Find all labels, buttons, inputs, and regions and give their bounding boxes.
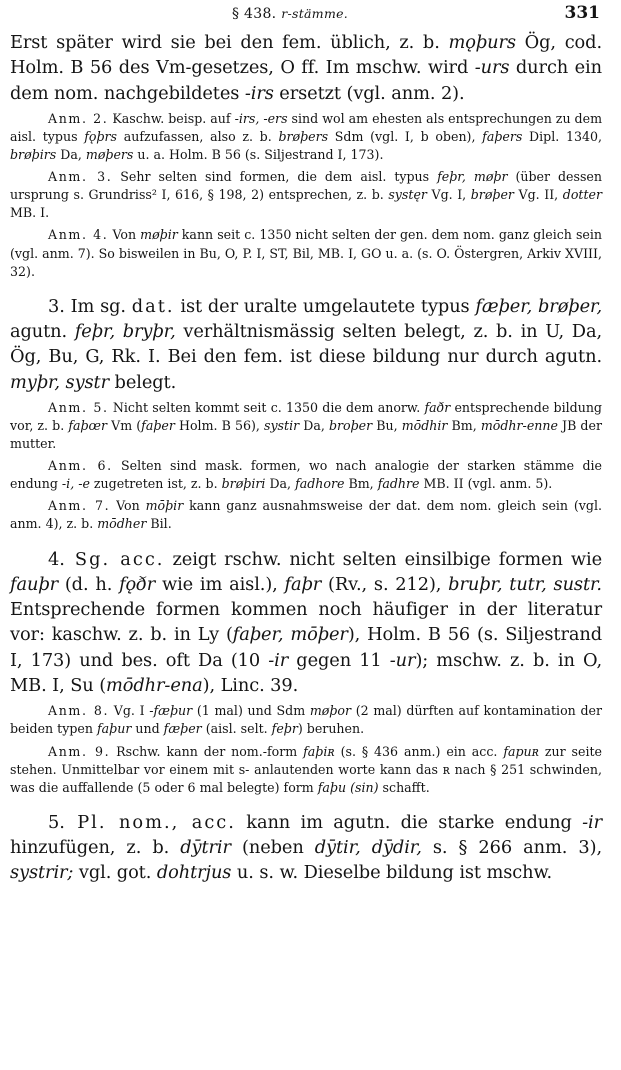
italic-text: faðr <box>424 399 451 415</box>
text-fragment: zugetreten ist, z. b. <box>89 476 222 492</box>
italic-text: dohtrjus <box>156 862 232 884</box>
text-fragment: 3. <box>48 295 65 317</box>
italic-text: systir <box>263 418 300 434</box>
text-fragment: aufzufassen, also z. b. <box>117 128 279 144</box>
italic-text: faþœr <box>68 418 108 434</box>
text-fragment: dat. <box>131 295 175 317</box>
italic-text: feþr <box>271 721 298 737</box>
text-fragment: (2 mal) dürften auf kontamination der beiden typen <box>10 703 602 737</box>
italic-text: dȳtir, dȳdir, <box>314 837 422 859</box>
text-fragment: (über dessen ursprung s. Grundriss² I, 616, § 198, 2) entsprechen, z. b. <box>10 169 602 203</box>
text-fragment: Da, <box>299 418 329 434</box>
text-fragment: kann ganz ausnahmsweise der dat. dem nom. gleich sein (vgl. anm. 4), z. b. <box>10 498 603 532</box>
text-fragment: Anm. 2. <box>48 110 109 126</box>
text-fragment: (1 mal) und Sdm <box>192 703 310 719</box>
text-fragment: Anm. 6. <box>48 458 113 474</box>
text-fragment: Bm, <box>447 418 481 434</box>
note-anm-6 <box>10 457 602 493</box>
paragraph-3 <box>10 294 602 395</box>
text-fragment: wie im aisl.), <box>155 573 285 595</box>
note-anm-5 <box>10 399 602 453</box>
text-fragment: Sg. acc. <box>64 548 165 570</box>
text-fragment: Rschw. kann der nom.-form <box>110 743 304 759</box>
italic-text: mōþir <box>145 498 184 514</box>
italic-text: brøþers <box>278 128 329 144</box>
text-fragment: ), Holm. B 56 (s. Siljestrand I, 173) und bes. oft Da (10 <box>10 624 602 671</box>
italic-text: fæþer <box>163 721 202 737</box>
text-fragment: und <box>131 721 164 737</box>
italic-text: -irs <box>244 82 274 104</box>
text-fragment: Ög, cod. Holm. B 56 des Vm-gesetzes, O ff. Im mschw. wird <box>10 32 602 79</box>
paragraph-continuation <box>10 30 602 106</box>
text-fragment: Vm ( <box>107 418 142 434</box>
italic-text: systęr <box>388 187 427 203</box>
italic-text: mōdher <box>97 516 147 532</box>
text-fragment: (Rv., s. 212), <box>321 573 449 595</box>
italic-text: faþr <box>284 573 322 595</box>
italic-text: fǫþrs <box>84 128 118 144</box>
text-fragment: MB. I. <box>10 205 50 221</box>
text-fragment: (aisl. selt. <box>201 721 272 737</box>
text-fragment: Anm. 5. <box>48 399 109 415</box>
text-fragment: schafft. <box>378 779 430 795</box>
text-fragment: zur seite stehen. Unmittelbar vor einem mit s- anlautenden worte kann das ʀ nach § 251 schwinden, was die auffallende (5 oder 6 mal belegte) form <box>10 743 602 795</box>
text-fragment: JB der mutter. <box>10 418 602 452</box>
text-fragment: Anm. 7. <box>48 498 111 514</box>
italic-text: -fæþur <box>149 703 193 719</box>
text-fragment: Anm. 4. <box>48 227 109 243</box>
italic-text: faþer <box>141 418 175 434</box>
italic-text: brøþirs <box>10 147 57 163</box>
italic-text: -ir <box>268 649 289 671</box>
text-fragment: Selten sind mask. formen, wo nach analogie der starken stämme die endung <box>10 458 602 492</box>
text-fragment: ) beruhen. <box>297 721 365 737</box>
text-fragment: Von <box>110 498 146 514</box>
text-fragment: Kaschw. beisp. auf <box>108 110 235 126</box>
italic-text: fadhore <box>295 476 345 492</box>
text-fragment: sind wol am ehesten als entsprechungen zu dem aisl. typus <box>10 110 603 144</box>
text-fragment: belegt. <box>108 371 177 393</box>
italic-text: møþir <box>140 227 178 243</box>
paragraph-5 <box>10 810 602 886</box>
note-anm-8 <box>10 702 602 738</box>
text-fragment: Sdm (vgl. I, b oben), <box>328 128 483 144</box>
text-fragment: vgl. got. <box>73 862 157 884</box>
italic-text: feþr, bryþr, <box>74 321 176 343</box>
note-anm-4 <box>10 226 602 280</box>
italic-text: faþur <box>96 721 132 737</box>
text-fragment: ersetzt (vgl. anm. 2). <box>273 82 465 104</box>
text-fragment: agutn. <box>10 321 75 343</box>
italic-text: -i, -e <box>61 476 90 492</box>
italic-text: dotter <box>562 187 603 203</box>
text-fragment: kann seit c. 1350 nicht selten der gen. dem nom. ganz gleich sein (vgl. anm. 7). So bisweilen in Bu, O, P. I, ST, Bil, MB. I, GO u. a. (s. O. Östergren, Arkiv XVIII, 32). <box>10 227 603 279</box>
text-fragment: (s. § 436 anm.) ein acc. <box>334 743 504 759</box>
italic-text: faþers <box>482 128 523 144</box>
text-fragment: Anm. 9. <box>48 743 111 759</box>
italic-text: fapuʀ <box>503 743 539 759</box>
text-fragment: Vg. II, <box>513 187 563 203</box>
section-ref: § 438. <box>232 6 277 22</box>
text-fragment: entsprechende bildung vor, z. b. <box>10 399 602 434</box>
page-number: 331 <box>564 3 600 23</box>
note-anm-3 <box>10 168 602 222</box>
italic-text: -ur <box>389 649 416 671</box>
italic-text: møþor <box>309 703 352 719</box>
text-fragment: (d. h. <box>58 573 120 595</box>
note-anm-7 <box>10 497 602 533</box>
text-fragment: Da, <box>265 476 296 492</box>
text-fragment: zeigt rschw. nicht selten einsilbige formen wie <box>164 548 602 570</box>
text-fragment: s. § 266 anm. 3), <box>421 837 602 859</box>
text-fragment: Vg. I <box>109 703 150 719</box>
italic-text: fauþr <box>10 573 59 595</box>
text-fragment: Entsprechende formen kommen noch häufiger in der literatur vor: kaschw. z. b. in Ly ( <box>10 599 602 646</box>
note-anm-2 <box>10 110 602 164</box>
italic-text: faþu (sin) <box>317 779 379 795</box>
italic-text: mōdhr-ena <box>106 675 203 697</box>
note-anm-9 <box>10 743 602 797</box>
text-fragment: Nicht selten kommt seit c. 1350 die dem anorw. <box>108 399 425 415</box>
text-fragment: verhältnismässig selten belegt, z. b. in U, Da, Ög, Bu, G, Rk. I. Bei den fem. ist diese bildung nur durch agutn. <box>10 321 602 368</box>
running-header <box>10 0 602 30</box>
italic-text: myþr, systr <box>10 371 109 393</box>
italic-text: feþr, møþr <box>437 169 508 185</box>
text-fragment: Bm, <box>344 476 378 492</box>
italic-text: mǫþurs <box>448 32 516 53</box>
text-fragment: Bu, <box>372 418 402 434</box>
italic-text: fǫðr <box>119 573 156 595</box>
text-fragment: Sehr selten sind formen, die dem aisl. typus <box>112 169 438 185</box>
text-fragment: Dipl. 1340, <box>522 128 602 144</box>
text-fragment: Erst später wird sie bei den fem. üblich, z. b. <box>10 32 449 53</box>
paragraph-4 <box>10 547 602 699</box>
text-fragment: MB. II (vgl. anm. 5). <box>419 476 553 492</box>
text-fragment: ist der uralte umgelautete typus <box>174 295 476 317</box>
running-title <box>232 6 348 22</box>
italic-text: -urs <box>474 57 510 79</box>
page <box>10 0 602 1070</box>
italic-text: dȳtrir <box>180 837 231 859</box>
text-fragment: Von <box>108 227 141 243</box>
section-title: r-stämme. <box>281 6 349 21</box>
text-fragment: Bil. <box>146 516 172 532</box>
text-fragment: Anm. 8. <box>48 703 110 719</box>
text-fragment: (neben <box>230 837 315 859</box>
text-fragment: ), Linc. 39. <box>202 675 299 697</box>
italic-text: brøþer <box>470 187 514 203</box>
italic-text: fæþer, brøþer, <box>475 295 603 317</box>
text-fragment: Im sg. <box>64 295 132 317</box>
italic-text: bruþr, tutr, sustr. <box>448 573 602 595</box>
text-fragment: Holm. B 56), <box>174 418 264 434</box>
italic-text: -irs, -ers <box>234 110 288 126</box>
text-fragment: 4. <box>48 548 65 570</box>
text-fragment: u. a. Holm. B 56 (s. Siljestrand I, 173). <box>133 147 384 163</box>
text-fragment: Anm. 3. <box>48 169 113 185</box>
italic-text: faþer, mōþer <box>232 624 348 646</box>
italic-text: møþers <box>85 147 134 163</box>
italic-text: fadhre <box>377 476 420 492</box>
text-fragment: Da, <box>56 147 86 163</box>
text-fragment: kann im agutn. die starke endung <box>235 811 583 833</box>
text-fragment: gegen 11 <box>288 649 390 671</box>
italic-text: -ir <box>582 811 602 833</box>
text-fragment: Pl. nom., acc. <box>64 811 236 833</box>
text-fragment: Vg. I, <box>426 187 471 203</box>
italic-text: faþiʀ <box>303 743 335 759</box>
italic-text: mōdhir <box>401 418 448 434</box>
text-fragment: u. s. w. Dieselbe bildung ist mschw. <box>231 862 553 884</box>
text-fragment: ); mschw. z. b. in O, MB. I, Su ( <box>10 649 602 697</box>
text-fragment: hinzufügen, z. b. <box>10 837 181 859</box>
text-fragment: 5. <box>48 811 65 833</box>
italic-text: broþer <box>328 418 373 434</box>
italic-text: mōdhr-enne <box>480 418 558 434</box>
text-fragment: durch ein dem nom. nachgebildetes <box>10 57 602 104</box>
italic-text: brøþiri <box>221 476 266 492</box>
italic-text: systrir; <box>10 862 74 884</box>
